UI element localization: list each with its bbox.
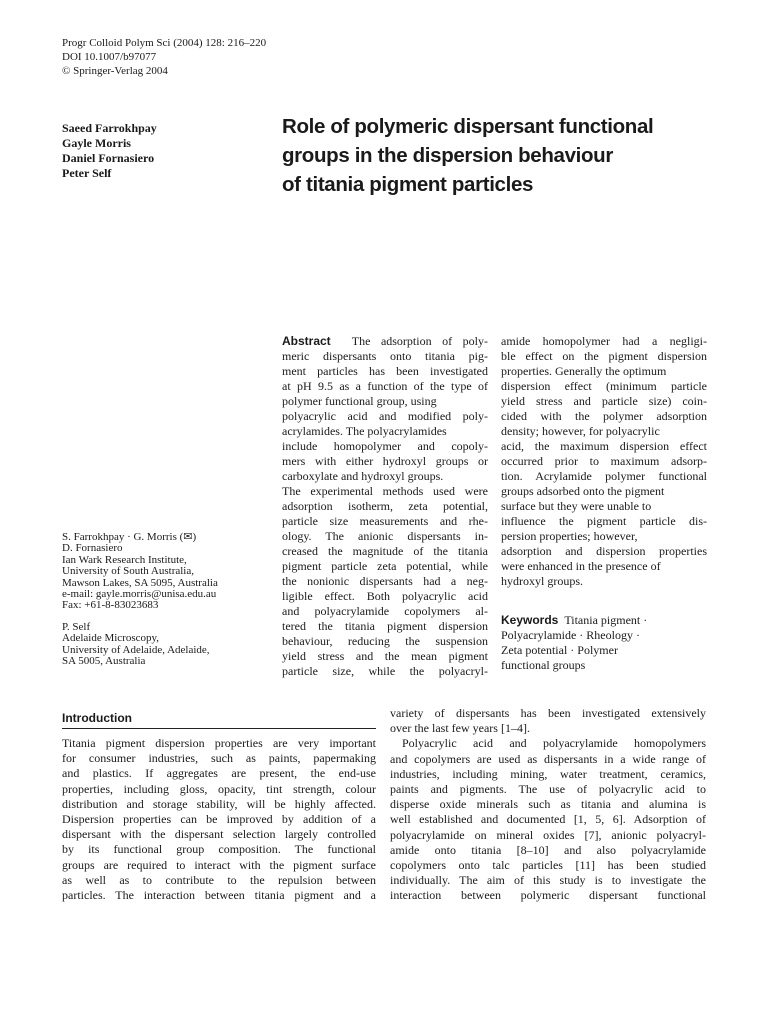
- affiliation-line: P. Self: [62, 621, 91, 633]
- body-line: interaction between polymeric dispersant functional: [390, 888, 706, 903]
- body-line: well established and documented [1, 5, 6]. Adsorption of: [390, 812, 706, 827]
- abstract-line: adsorption and dispersion properties: [501, 544, 707, 558]
- abstract-line: carboxylate and hydroxyl groups.: [282, 469, 444, 483]
- abstract-column-2: [501, 334, 707, 589]
- abstract-line: adsorption isotherm, zeta potential,: [282, 499, 488, 513]
- abstract-line: tered the titania pigment dispersion: [282, 619, 488, 633]
- body-line: variety of dispersants has been investigated extensively: [390, 706, 706, 720]
- abstract-line: polyacrylic acid and modified poly-: [282, 409, 488, 423]
- journal-info: [62, 36, 266, 78]
- affiliation-line: SA 5005, Australia: [62, 655, 146, 668]
- affiliation-fax: Fax: +61-8-83023683: [62, 599, 159, 612]
- body-line: properties, including gloss, opacity, tint strength, colour: [62, 781, 376, 796]
- abstract-line: yield stress and the mean pigment: [282, 649, 488, 663]
- abstract-line: creased the magnitude of the titania: [282, 544, 488, 558]
- abstract-line: at pH 9.5 as a function of the type of: [282, 379, 488, 393]
- keyword-line: Zeta potential · Polymer: [501, 643, 618, 657]
- doi: DOI 10.1007/b97077: [62, 51, 157, 63]
- author-name: Peter Self: [62, 166, 112, 180]
- abstract-line: dispersion effect (minimum particle: [501, 379, 707, 393]
- abstract-line: polymer functional group, using: [282, 394, 437, 408]
- copyright: © Springer-Verlag 2004: [62, 65, 168, 77]
- paper-title: [282, 112, 722, 199]
- section-divider: [62, 728, 376, 729]
- body-line: industries, including mining, water treatment, ceramics,: [390, 766, 706, 781]
- abstract-line: particle size measurements and rhe-: [282, 514, 488, 528]
- abstract-line: persion properties; however,: [501, 529, 638, 543]
- abstract-line: occurred prior to maximum adsorp-: [501, 454, 707, 468]
- abstract-line: behaviour, reducing the suspension: [282, 634, 488, 648]
- abstract-line: properties. Generally the optimum: [501, 364, 667, 378]
- body-line: by its functional group composition. The functional: [62, 842, 376, 857]
- abstract-line: ment particles has been investigated: [282, 364, 488, 378]
- abstract-line: ble effect on the pigment dispersion: [501, 349, 707, 363]
- abstract-line: pigment particle zeta potential, while: [282, 559, 488, 573]
- body-line: and copolymers are used as dispersants in a wide range of: [390, 751, 706, 766]
- abstract-line: surface but they were unable to: [501, 499, 652, 513]
- affiliation-line: University of Adelaide, Adelaide,: [62, 643, 210, 656]
- keyword-line: functional groups: [501, 658, 586, 672]
- body-line: copolymers onto talc particles [11] has been studied: [390, 858, 706, 873]
- abstract-line: were enhanced in the presence of: [501, 559, 661, 573]
- author-name: Saeed Farrokhpay: [62, 121, 157, 135]
- abstract-line: ligible effect. Both polyacrylic acid: [282, 589, 488, 603]
- abstract-line: and polyacrylamide copolymers al-: [282, 604, 488, 618]
- author-list: [62, 121, 157, 181]
- abstract-line: tion. Acrylamide polymer functional: [501, 469, 707, 483]
- abstract-label: Abstract: [282, 334, 331, 348]
- affiliation-secondary: [62, 622, 272, 668]
- title-line: groups in the dispersion behaviour: [282, 144, 613, 167]
- introduction-column-2: [390, 706, 706, 904]
- abstract-line: mers with either hydroxyl groups or: [282, 454, 488, 468]
- affiliation-email[interactable]: e-mail: gayle.morris@unisa.edu.au: [62, 588, 217, 601]
- abstract-line: amide homopolymer had a negligi-: [501, 334, 707, 348]
- introduction-column-1: [62, 736, 376, 903]
- author-name: Daniel Fornasiero: [62, 151, 155, 165]
- body-line: Polyacrylic acid and polyacrylamide homopolymers: [402, 736, 706, 751]
- affiliation-line: Mawson Lakes, SA 5095, Australia: [62, 576, 218, 589]
- abstract-line: yield stress and particle size) coin-: [501, 394, 707, 408]
- introduction-heading: Introduction: [62, 711, 132, 725]
- affiliation-primary: [62, 532, 272, 612]
- keyword-line: Titania pigment ·: [564, 613, 648, 627]
- abstract-line: particle size, while the polyacryl-: [282, 664, 488, 678]
- title-line: Role of polymeric dispersant functional: [282, 115, 654, 138]
- body-line: amide onto titania [8–10] and also polyacrylamide: [390, 842, 706, 857]
- abstract-line: The adsorption of poly-: [351, 334, 488, 348]
- abstract-line: the nonionic dispersants had a neg-: [282, 574, 488, 588]
- body-line: particles. The interaction between titania pigment and a: [62, 888, 376, 903]
- body-line: groups are required to interact with the pigment surface: [62, 857, 376, 872]
- body-line: as well as to contribute to the repulsion between: [62, 872, 376, 887]
- body-line: polyacrylamide on mineral oxides [7], anionic polyacryl-: [390, 827, 706, 842]
- abstract-line: The experimental methods used were: [282, 484, 488, 498]
- abstract-line: ology. The anionic dispersants in-: [282, 529, 488, 543]
- body-line: Dispersion properties can be improved by addition of a: [62, 812, 376, 827]
- body-line: for consumer industries, such as paints, papermaking: [62, 751, 376, 766]
- affiliation-line: D. Fornasiero: [62, 542, 123, 555]
- affiliation-line: University of South Australia,: [62, 565, 194, 578]
- keywords-block: [501, 613, 707, 673]
- abstract-line: include homopolymer and copoly-: [282, 439, 488, 453]
- affiliation-line: Adelaide Microscopy,: [62, 632, 160, 645]
- journal-citation: Progr Colloid Polym Sci (2004) 128: 216–220: [62, 37, 267, 49]
- abstract-line: cided with the polymer adsorption: [501, 409, 707, 423]
- keyword-line: Polyacrylamide · Rheology ·: [501, 628, 640, 642]
- abstract-line: influence the pigment particle dis-: [501, 514, 707, 528]
- body-line: dispersant with the dispersant selection largely controlled: [62, 827, 376, 842]
- abstract-column-1: [282, 334, 488, 679]
- abstract-line: hydroxyl groups.: [501, 574, 583, 588]
- affiliation-line: Ian Wark Research Institute,: [62, 553, 187, 566]
- body-line: Titania pigment dispersion properties are very important: [62, 736, 376, 750]
- body-line: disperse oxide minerals such as titania and alumina is: [390, 797, 706, 812]
- abstract-line: meric dispersants onto titania pig-: [282, 349, 488, 363]
- abstract-line: density; however, for polyacrylic: [501, 424, 660, 438]
- body-line: paints and pigments. The use of polyacrylic acid to: [390, 782, 706, 797]
- abstract-line: acrylamides. The polyacrylamides: [282, 424, 447, 438]
- body-line: individually. The aim of this study is to investigate the: [390, 873, 706, 888]
- body-line: distribution and storage stability, will be highly affected.: [62, 796, 376, 811]
- abstract-line: groups adsorbed onto the pigment: [501, 484, 665, 498]
- title-line: of titania pigment particles: [282, 173, 534, 196]
- body-line: and plastics. If aggregates are present, the end-use: [62, 766, 376, 781]
- abstract-line: acid, the maximum dispersion effect: [501, 439, 707, 453]
- affiliation-line: S. Farrokhpay · G. Morris (✉): [62, 531, 197, 543]
- keywords-label: Keywords: [501, 613, 559, 627]
- author-name: Gayle Morris: [62, 136, 131, 150]
- body-line: over the last few years [1–4].: [390, 721, 530, 736]
